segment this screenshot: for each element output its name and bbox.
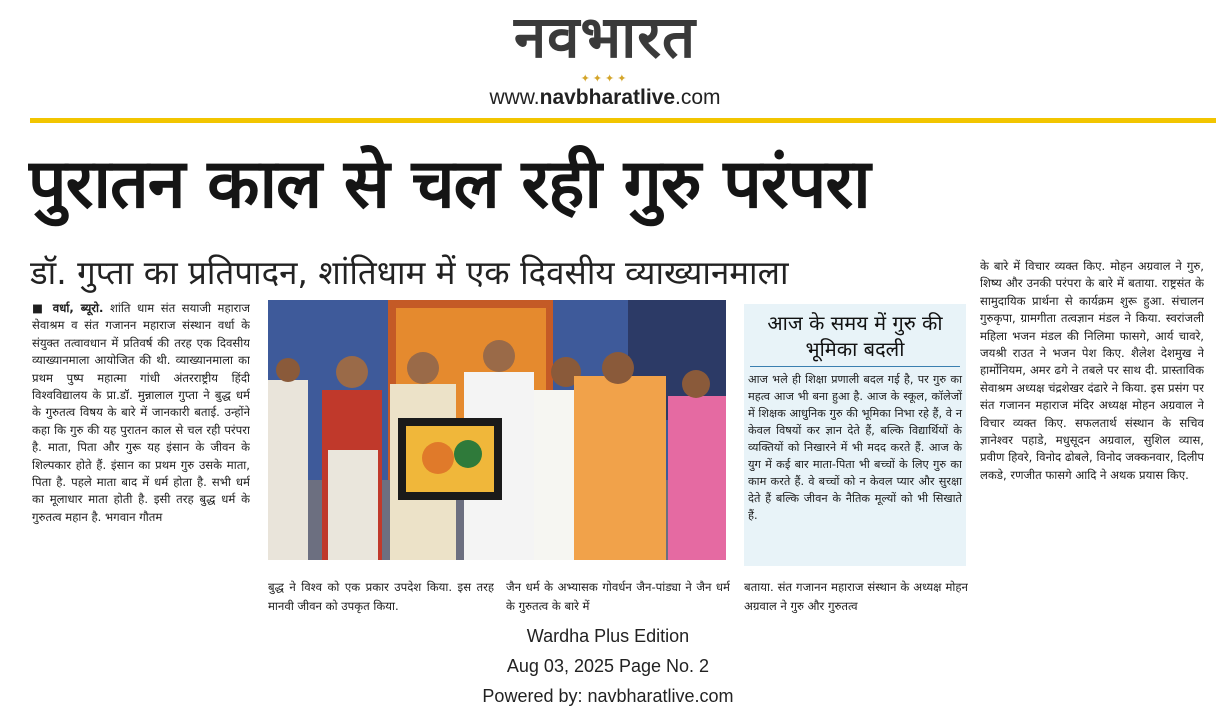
photo-caption-text-1: बुद्ध ने विश्व को एक प्रकार उपदेश किया. इस तरह मानवी जीवन को उपकृत किया.	[268, 580, 494, 613]
edition-label: Wardha Plus Edition	[526, 626, 690, 646]
photo-caption-text-2: जैन धर्म के अभ्यासक गोवर्धन जैन-पांड्या ने जैन धर्म के गुरुतत्व के बारे में	[506, 580, 730, 613]
site-suffix: .com	[675, 86, 721, 109]
sidebar-box	[744, 304, 966, 566]
site-prefix: www.	[489, 86, 540, 109]
logo-stars: ✦✦✦✦	[580, 72, 630, 85]
date-page-label: Aug 03, 2025 Page No. 2	[506, 656, 710, 676]
masthead	[460, 2, 750, 110]
site-bold: navbharatlive	[539, 86, 676, 109]
headline: पुरातन काल से चल रही गुरु परंपरा	[28, 145, 870, 224]
yellow-divider	[30, 118, 1216, 123]
subheadline: डॉ. गुप्ता का प्रतिपादन, शांतिधाम में एक दिवसीय व्याख्यानमाला	[30, 253, 789, 292]
newspaper-logo: नवभारत	[513, 3, 697, 71]
dateline: ■ वर्धा, ब्यूरो.	[32, 301, 104, 315]
article-column-1	[32, 300, 250, 618]
powered-by-label: Powered by: navbharatlive.com	[482, 686, 734, 706]
sidebar-title: आज के समय में गुरु की भूमिका बदली	[750, 310, 960, 367]
event-photo-illustration	[268, 300, 726, 560]
photo-caption-text-3: बताया. संत गजानन महाराज संस्थान के अध्यक्ष मोहन अग्रवाल ने गुरु और गुरुतत्व	[744, 580, 968, 613]
column-1-text: शांति धाम संत सयाजी महाराज सेवाश्रम व संत गजानन महाराज संस्थान वर्धा के संयुक्त तत्वावधान में प्रतिवर्ष की तरह एक दिवसीय व्याख्यानमाला आयोजित की थी. व्याख्यानमाला का प्रथम पुष्प महात्मा गांधी अंतरराष्ट्रीय हिंदी विश्वविद्यालय के प्रा.डॉ. मुन्नालाल गुप्ता ने बुद्ध धर्म के गुरुतत्व विषय के बारे में जानकारी बताई. उन्होंने कहा कि गुरु की यह पुरातन काल से चल रही परंपरा है. माता, पिता और गुरू यह इंसान के जीवन के शिल्पकार होते हैं. इंसान का प्रथम गुरु उसके माता, पिता है. पहले माता बाद में धर्म होता है. सभी धर्म का मूलाधार माता होती है. इसी तरह बुद्ध धर्म के गुरुतत्व महान है. भगवान गौतम	[32, 301, 250, 524]
sidebar-text: आज भले ही शिक्षा प्रणाली बदल गई है, पर गुरु का महत्व आज भी बना हुआ है. आज के स्कूल, कॉलेजों में शिक्षक आधुनिक गुरु की भूमिका निभा रहे हैं, वे न केवल विषयों कर ज्ञान देते हैं, बल्कि विद्यार्थियों के व्यक्तियों को निखारने में भी मदद करते हैं. आज के युग में कई बार माता-पिता भी बच्चों के लिए गुरु का काम करते हैं. वे बच्चों को न केवल प्यार और सुरक्षा देते हैं बल्कि जीवन के नैतिक मूल्यों को भी सिखाते हैं.	[748, 373, 962, 522]
article-column-4: के बारे में विचार व्यक्त किए. मोहन अग्रवाल ने गुरु, शिष्य और उनकी परंपरा के बारे में बताया. राष्ट्रसंत के सामुदायिक प्रार्थना से कार्यक्रम शुरू हुआ. संचालन गुरुकृपा, ग्रामगीता तत्वज्ञान मंडल ने किया. स्वरांजली महिला भजन मंडल की निलिमा फासगे, आर्य चावरे, जयश्री राउत ने भजन पेश किए. शैलेश देशमुख ने हार्मोनियम, अमर ढगे ने तबले पर साथ दी. प्रास्ताविक सेवाश्रम अध्यक्ष चंद्रशेखर दंढारे ने किया. इस प्रसंग पर संत गजानन महाराज मंदिर अध्यक्ष मोहन अग्रवाल ने विचार व्यक्त किए. सफलतार्थ संस्थान के सचिव ज्ञानेश्वर पहाडे, मधुसूदन अग्रवाल, सुशिल व्यास, प्रवीण हिवरे, विनोद ढोबले, विनोद जक्कनवार, दिलीप लकडे, रणजीत फासगे आदि ने अथक प्रयास किए.	[980, 259, 1204, 482]
website-link[interactable]	[460, 86, 750, 110]
event-photo	[268, 300, 726, 560]
